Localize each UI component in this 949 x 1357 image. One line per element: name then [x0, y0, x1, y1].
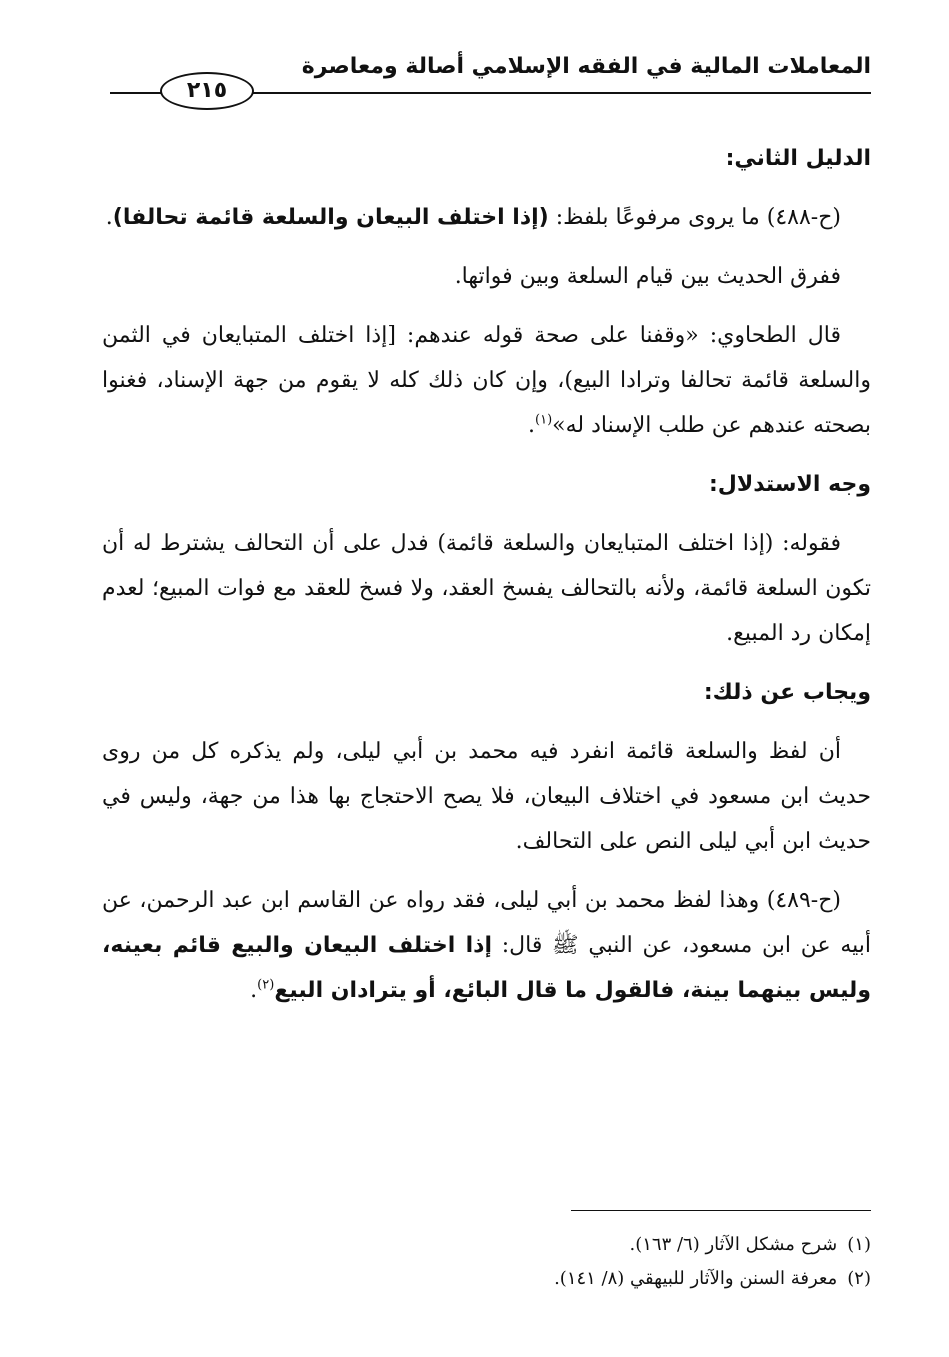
- footnote-2: [102, 1262, 871, 1296]
- tahawi-end: .: [528, 413, 536, 438]
- footnote-2-text: معرفة السنن والآثار للبيهقي (٨/ ١٤١).: [554, 1268, 838, 1289]
- tahawi-quote: قال الطحاوي: «وقفنا على صحة قوله عندهم: [إذا اختلف المتبايعان في الثمن والسلعة قائمة تحالفا وترادا البيع)، وإن كان ذلك كله لا يقوم من جهة الإسناد، فغنوا بصحته عندهم عن طلب الإسناد له»: [102, 323, 871, 438]
- paragraph-hadith-489: [102, 878, 871, 1013]
- paragraph-tahawi: [102, 313, 871, 448]
- paragraph-inference: فقوله: (إذا اختلف المتبايعان والسلعة قائمة) فدل على أن التحالف يشترط له أن تكون السلعة قائمة، ولأنه بالتحالف يفسخ العقد، ولا فسخ للعقد مع فوات المبيع؛ لعدم إمكان رد المبيع.: [102, 531, 871, 646]
- footnote-2-number: (٢): [847, 1268, 871, 1289]
- footnote-1-number: (١): [847, 1234, 871, 1255]
- running-title: المعاملات المالية في الفقه الإسلامي أصالة ومعاصرة: [301, 54, 871, 79]
- heading-inference: وجه الاستدلال:: [708, 472, 871, 497]
- heading-second-evidence: الدليل الثاني:: [725, 146, 871, 171]
- footnote-ref-1: (١): [535, 412, 553, 428]
- hadith-488-text: (إذا اختلف البيعان والسلعة قائمة تحالفا): [112, 205, 549, 230]
- footnote-1: [102, 1228, 871, 1262]
- main-text: [102, 136, 871, 1027]
- hadith-489-text: إذا اختلف البيعان والبيع قائم بعينه، وليس بينهما بينة، فالقول ما قال البائع، أو يترادان البيع: [102, 933, 871, 1003]
- paragraph-answer: أن لفظ والسلعة قائمة انفرد فيه محمد بن أبي ليلى، ولم يذكره كل من روى حديث ابن مسعود في اختلاف البيعان، فلا يصح الاحتجاج بها هذا من جهة، وليس في حديث ابن أبي ليلى النص على التحالف.: [102, 739, 871, 854]
- footnote-ref-2: (٢): [257, 977, 275, 993]
- footnotes: [102, 1228, 871, 1296]
- hadith-489-end: .: [250, 978, 258, 1003]
- paragraph-hadith-488: [102, 195, 871, 240]
- hadith-488-intro: (ح-٤٨٨) ما يروى مرفوعًا بلفظ:: [548, 205, 841, 230]
- hadith-488-end: .: [105, 205, 113, 230]
- heading-answer: ويجاب عن ذلك:: [703, 680, 871, 705]
- footnote-divider: [571, 1210, 871, 1211]
- page-number: ٢١٥: [160, 72, 254, 110]
- paragraph-distinction: ففرق الحديث بين قيام السلعة وبين فواتها.: [454, 264, 841, 289]
- hadith-489-intro: (ح-٤٨٩) وهذا لفظ محمد بن أبي ليلى، فقد رواه عن القاسم ابن عبد الرحمن، عن أبيه عن ابن مسعود، عن النبي ﷺ قال:: [102, 888, 871, 958]
- footnote-1-text: شرح مشكل الآثار (٦/ ١٦٣).: [629, 1234, 838, 1255]
